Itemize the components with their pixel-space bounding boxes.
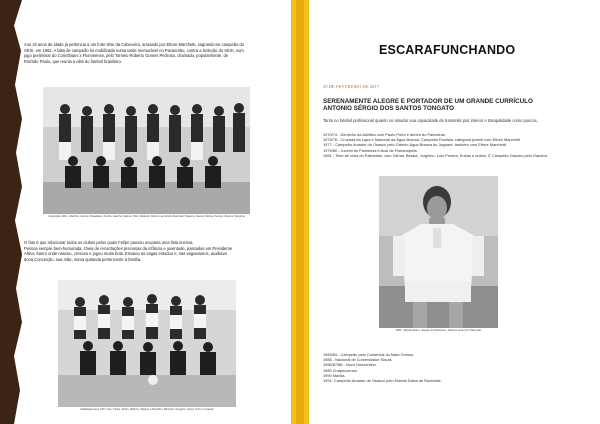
photo-caption-1: Campeões 1962 - Marinho, Canuto, Matadares, Ovídio, Gaúcho, Fátima, Túlio, Valdemir, Albert e seu Ettore Marchetti Trigueiro, Hamor, Fátima, Pereira, Álvaro e Serginho xyxy=(48,215,245,218)
team-photo-image xyxy=(43,87,250,214)
text-line: dona Conceição, sua mãe, numa quitanda pertencente à família. xyxy=(24,256,142,262)
career-item: 1979/80 - Juvenil do Palmeiras e Avaí de Florianópolis. xyxy=(323,147,418,153)
photo-caption-2: Madalágica time 1971: Sou. Felipe, Pedro, Miltinho, Wagner e Bertolino. Baixinho, Gregório, Gorey, Tinho e Guarani xyxy=(80,408,214,411)
career-list-2 xyxy=(323,352,442,383)
text-line: jogo preliminar do Corinthians x Fluminense, pelo Torneio Roberto Gomes Pedrosa, chamado, popularmente, de xyxy=(24,53,229,59)
career-item: 1985 - Nacional de Comendador Souza. xyxy=(323,357,393,363)
text-line: O fato é que relacionar todos os clubes pelos quais Felipe passou ocuparia uma lista imensa. xyxy=(24,240,194,245)
career-item: 1990 Marília. xyxy=(323,372,346,378)
left-paragraph-1 xyxy=(24,42,286,64)
text-line: Rio/São Paulo, que reunia a elite do futebol brasileiro. xyxy=(24,58,122,64)
team-photo-1962 xyxy=(43,87,250,214)
career-item: 1991- Campeão Amador de Osasco pelo Estrela Dalva de Rochdale. xyxy=(323,378,442,384)
player-photo-image xyxy=(379,176,498,328)
text-line: SESI, em 1962. A falta de campeão foi mobilizada numa tarde memorável no Pacaembu, contra a Seleção do SESI, num xyxy=(24,47,244,53)
career-list-1 xyxy=(323,132,548,158)
career-item: 1983/84 - Campeão pelo Comercial do Mato Grosso. xyxy=(323,352,415,357)
career-item: 1989 Chapecoense. xyxy=(323,367,358,373)
text-line: Altino, bairro onde nasceu, cresceu e jogou muita bola. Ensaiou as vagas estudou e, nas vagueiamos, auxiliava xyxy=(24,251,227,257)
article-date: 29 DE FEVEREIRO DE 2017 xyxy=(323,84,379,89)
headline-line: ANTONIO SÉRGIO DOS SANTOS TONGATO xyxy=(323,105,454,113)
team-photo-image xyxy=(58,280,236,407)
career-item: 1981 - Time de cima do Palmeiras, com Gilmar, Beraut, Jorginho, Luís Pereira, Enéas e outros. É Campeão Gaúcho pelo Gaúcha. xyxy=(323,152,548,158)
page-title: ESCARAFUNCHANDO xyxy=(379,43,516,57)
text-line: Aos 16 anos de idade já pertencia a um forte time da Cabeceira, arrasado por Ettore Marchetti, sagrando-se campeão do xyxy=(24,42,245,47)
team-photo-1971 xyxy=(58,280,236,407)
text-line: Pessoa sempre bem-humorada, cheia de recordações preciosas da infância e juventude, passadas em Presidente xyxy=(24,245,232,251)
left-paragraph-2 xyxy=(24,240,286,262)
player-photo-caption: 1984 - Marília visitou - Equipe do Palmeiras - Roberto posa com Palmeiras xyxy=(395,329,482,332)
article-headline xyxy=(323,98,568,113)
gutter-shadow xyxy=(296,0,304,424)
career-item: 1970/74 - Dentinho da AAfdico com Paulo Porto e dentro do Palmeiras. xyxy=(323,132,446,137)
career-item: 1986/87/88 - Novo Horizontino. xyxy=(323,362,377,368)
career-item: 1977 - Campeão Amador do Osasco pelo Grêmio Água Branca do Jaguaré, também com Ettore Marchetti. xyxy=(323,142,507,148)
player-photo xyxy=(379,176,498,328)
article-intro: Tanto no futebol profissional quanto no amador sua capacidade de transmitir paz interior e tranquilidade como poucos. xyxy=(323,118,538,123)
headline-line: SERENAMENTE ALEGRE E PORTADOR DE UM GRANDE CURRÍCULO xyxy=(323,98,533,105)
career-item: 1975/76 - Cruzada da Lapa e Nacional da Água Branca. Campeão Paulista, categoria juvenil com Ettore Marchetti. xyxy=(323,137,522,143)
